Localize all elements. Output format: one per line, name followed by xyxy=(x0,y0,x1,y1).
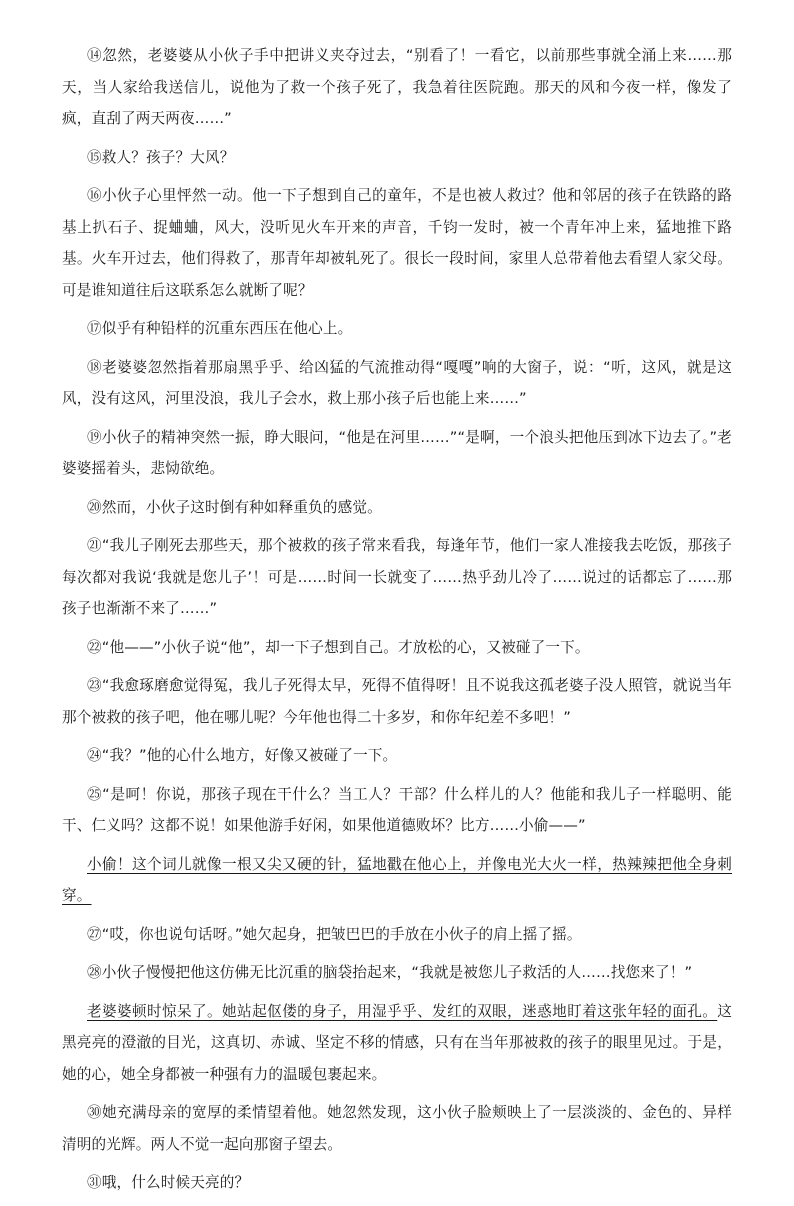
paragraph-20: ⑳然而，小伙子这时倒有种如释重负的感觉。 xyxy=(87,498,382,516)
paragraph-16: ⑯小伙子心里怦然一动。他一下子想到自己的童年，不是也被人救过？他和邻居的孩子在铁路的路基上扒石子、捉蛐蛐，风大，没听见火车开来的声音，千钧一发时，被一个青年冲上来，猛地推下路基。火车开过去，他们得救了，那青年却被轧死了。很长一段时间，家里人总带着他去看望人家父母。可是谁知道往后这联系怎么就断了呢？ xyxy=(62,187,732,299)
paragraph-18: ⑱老婆婆忽然指着那扇黑乎乎、给凶猛的气流推动得“嘎嘎”响的大窗子，说：“听，这风，就是这风，没有这风，河里没浪，我儿子会水，救上那小孩子后也能上来……” xyxy=(62,358,732,407)
paragraph-22: ㉒“他——”小伙子说“他”，却一下子想到自己。才放松的心，又被碰了一下。 xyxy=(87,638,590,656)
paragraph-31: ㉛哦，什么时候天亮的？ xyxy=(87,1174,250,1191)
paragraph-30: ㉚她充满母亲的宽厚的柔情望着他。她忽然发现，这小伙子脸颊映上了一层淡淡的、金色的、异样清明的光辉。两人不觉一起向那窗子望去。 xyxy=(62,1104,732,1153)
story-text xyxy=(62,40,732,1206)
underlined-sentence: 老婆婆顿时惊呆了。她站起伛偻的身子，用湿乎乎、发红的双眼，迷惑地盯着这张年轻的面孔。 xyxy=(87,1002,718,1020)
paragraph-19: ⑲小伙子的精神突然一振，睁大眼问，“他是在河里……”“是啊，一个浪头把他压到冰下边去了。”老婆婆摇着头，悲恸欲绝。 xyxy=(62,428,732,477)
paragraph-24: ㉔“我？”他的心什么地方，好像又被碰了一下。 xyxy=(87,747,398,764)
paragraph-23: ㉓“我愈琢磨愈觉得冤，我儿子死得太早，死得不值得呀！且不说我这孤老婆子没人照管，就说当年那个被救的孩子吧，他在哪儿呢？今年他也得二十多岁，和你年纪差不多吧！” xyxy=(62,677,732,726)
underlined-sentence: 小偷！这个词儿就像一根又尖又硬的针，猛地戳在他心上，并像电光大火一样，热辣辣把他全身刺穿。 xyxy=(62,855,732,904)
paragraph-14: ⑭忽然，老婆婆从小伙子手中把讲义夹夺过去，“别看了！一看它，以前那些事就全涌上来……那天，当人家给我送信儿，说他为了救一个孩子死了，我急着往医院跑。那天的风和今夜一样，像发了疯，直刮了两天两夜……” xyxy=(62,47,732,127)
paragraph-25: ㉕“是呵！你说，那孩子现在干什么？当工人？干部？什么样儿的人？他能和我儿子一样聪明、能干、仁义吗？这都不说！如果他游手好闲，如果他道德败坏？比方……小偷——” xyxy=(62,785,732,834)
paragraph-28: ㉘小伙子慢慢把他这仿佛无比沉重的脑袋抬起来，“我就是被您儿子救活的人……找您来了！” xyxy=(87,964,693,981)
paragraph-26 xyxy=(62,849,732,912)
paragraph-17: ⑰似乎有种铅样的沉重东西压在他心上。 xyxy=(87,320,353,337)
paragraph-27: ㉗“哎，你也说句话呀。”她欠起身，把皱巴巴的手放在小伙子的肩上摇了摇。 xyxy=(87,925,582,943)
paragraph-21: ㉑“我儿子刚死去那些天，那个被救的孩子常来看我，每逢年节，他们一家人准接我去吃饭，那孩子每次都对我说‘我就是您儿子’！可是……时间一长就变了……热乎劲儿冷了……说过的话都忘了……那孩子也渐渐不来了……” xyxy=(62,537,732,617)
paragraph-29-rest: 这黑亮亮的澄澈的目光，这真切、赤诚、坚定不移的情感，只有在当年那被救的孩子的眼里见过。于是，她的心，她全身都被一种强有力的温暖包裹起来。 xyxy=(62,1002,732,1083)
paragraph-29 xyxy=(62,996,732,1091)
paragraph-15: ⑮救人？孩子？大风？ xyxy=(87,148,235,166)
